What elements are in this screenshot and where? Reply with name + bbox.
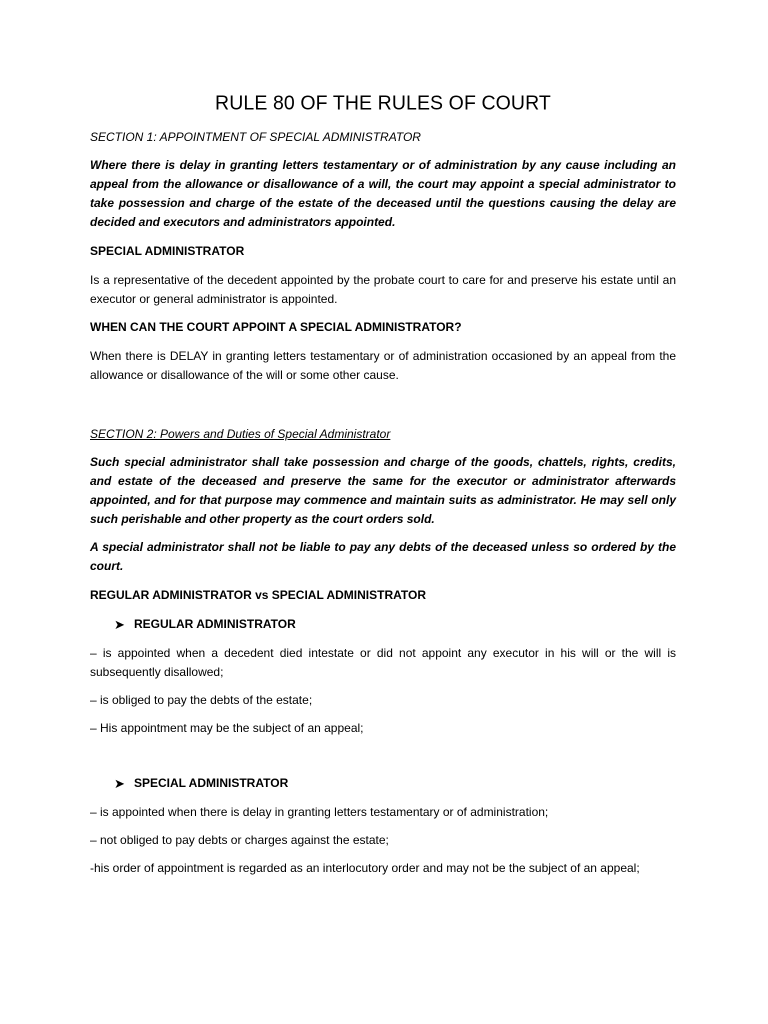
special-item-2: – not obliged to pay debts or charges against the estate;	[90, 833, 389, 847]
regular-administrator-bullet	[114, 615, 676, 634]
regular-administrator-label: REGULAR ADMINISTRATOR	[134, 617, 296, 631]
when-appoint-heading: WHEN CAN THE COURT APPOINT A SPECIAL ADMINISTRATOR?	[90, 320, 462, 334]
section2-body-debts: A special administrator shall not be liable to pay any debts of the deceased unless so ordered by the court.	[90, 540, 676, 573]
document-page	[90, 92, 676, 887]
regular-item-2: – is obliged to pay the debts of the estate;	[90, 693, 313, 707]
special-item-1: – is appointed when there is delay in granting letters testamentary or of administration;	[90, 805, 549, 819]
special-administrator-bullet	[114, 774, 676, 793]
comparison-heading: REGULAR ADMINISTRATOR vs SPECIAL ADMINISTRATOR	[90, 588, 427, 602]
regular-item-3: – His appointment may be the subject of an appeal;	[90, 721, 364, 735]
section2-body-powers: Such special administrator shall take possession and charge of the goods, chattels, rights, credits, and estate of the deceased and preserve the same for the executor or administrator afterwards appointed, and for that purpose may commence and maintain suits as administrator. He may sell only such perishable and other property as the court orders sold.	[90, 455, 676, 526]
section2-heading: SECTION 2: Powers and Duties of Special Administrator	[90, 427, 391, 441]
arrow-bullet-icon: ➤	[114, 617, 125, 632]
arrow-bullet-icon: ➤	[114, 776, 125, 791]
special-administrator-definition: Is a representative of the decedent appointed by the probate court to care for and preserve his estate until an executor or general administrator is appointed.	[90, 273, 676, 306]
section1-heading: SECTION 1: APPOINTMENT OF SPECIAL ADMINISTRATOR	[90, 130, 421, 144]
special-administrator-heading: SPECIAL ADMINISTRATOR	[90, 244, 245, 258]
section1-body: Where there is delay in granting letters testamentary or of administration by any cause including an appeal from the allowance or disallowance of a will, the court may appoint a special administrator to take possession and charge of the estate of the deceased until the questions causing the delay are decided and executors and administrators appointed.	[90, 158, 676, 229]
special-administrator-label: SPECIAL ADMINISTRATOR	[134, 776, 289, 790]
when-appoint-body: When there is DELAY in granting letters testamentary or of administration occasioned by an appeal from the allowance or disallowance of the will or some other cause.	[90, 349, 676, 382]
special-item-3: -his order of appointment is regarded as an interlocutory order and may not be the subject of an appeal;	[90, 861, 640, 875]
regular-item-1: – is appointed when a decedent died intestate or did not appoint any executor in his will or the will is subsequently disallowed;	[90, 646, 676, 679]
document-title: RULE 80 OF THE RULES OF COURT	[215, 91, 551, 115]
